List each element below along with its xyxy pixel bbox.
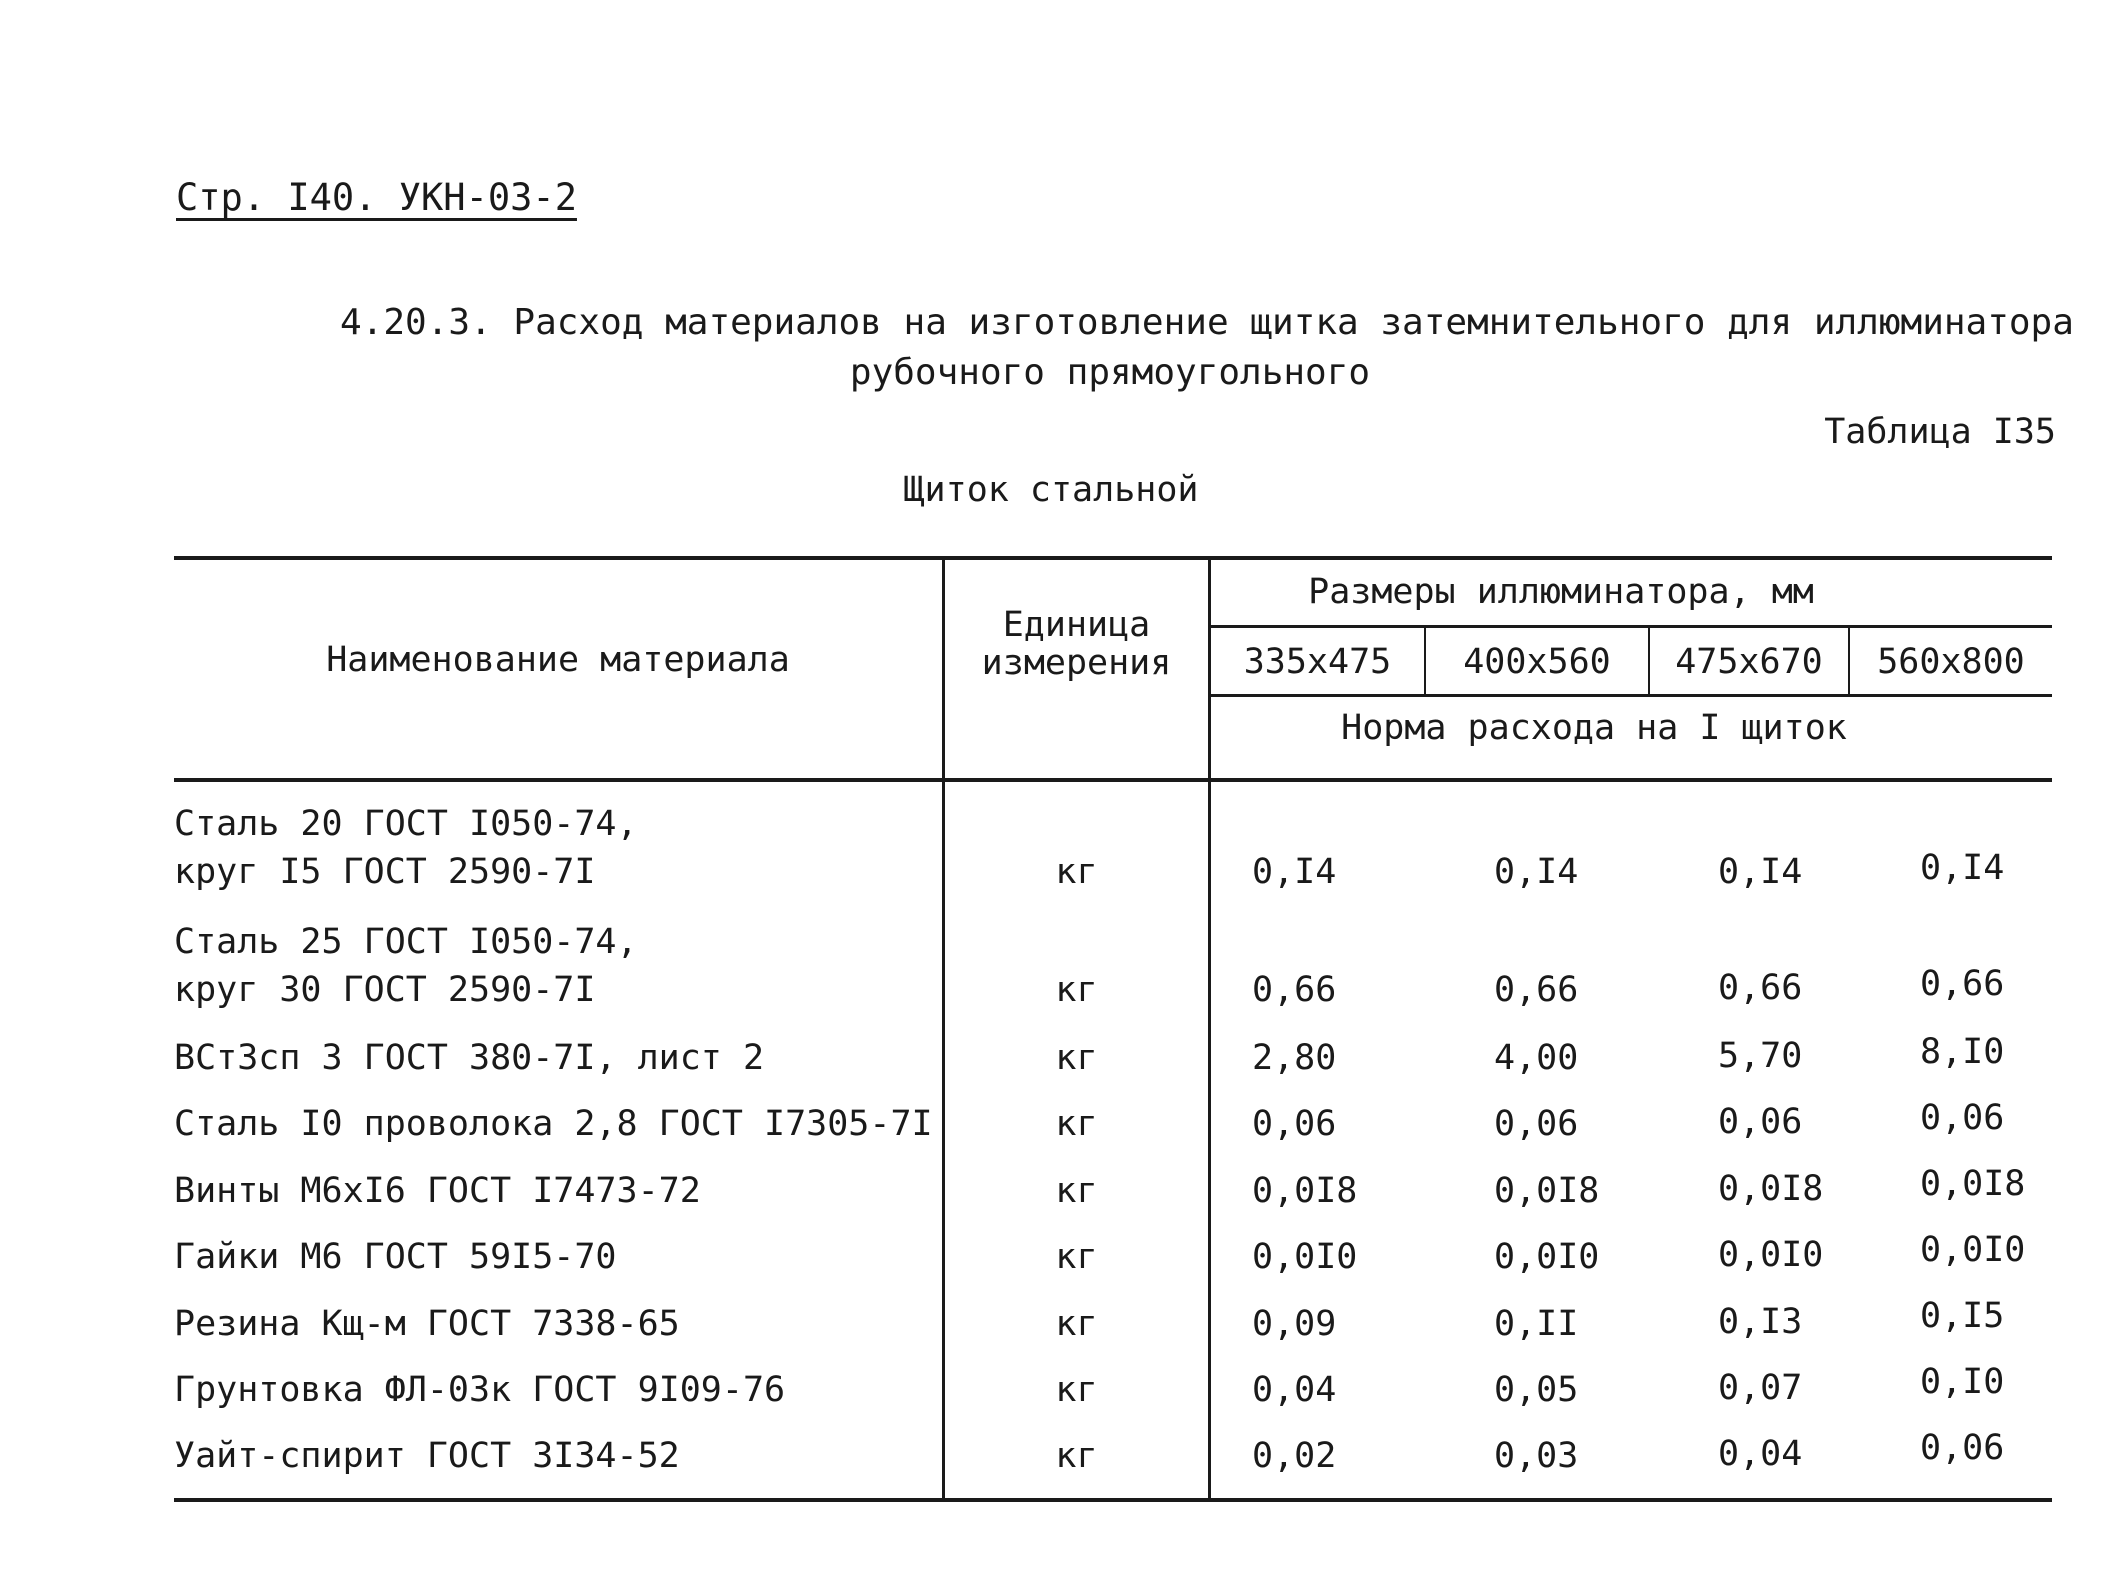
row-3-value-3: 5,70 — [1718, 1036, 1803, 1076]
table-bottom-rule — [174, 1498, 2052, 1502]
row-4-value-1: 0,06 — [1252, 1104, 1337, 1144]
header-unit — [945, 606, 1208, 682]
column-divider-values — [1208, 556, 1211, 1502]
row-7-value-1: 0,09 — [1252, 1304, 1337, 1344]
page-reference: Стр. I40. УКН-03-2 — [176, 176, 577, 219]
row-5-value-3: 0,0I8 — [1718, 1169, 1824, 1209]
row-8-value-2: 0,05 — [1494, 1370, 1579, 1410]
row-8-value-3: 0,07 — [1718, 1368, 1803, 1408]
row-2-name-line-1: Сталь 25 ГОСТ I050-74, — [174, 922, 638, 962]
row-8-unit: кг — [1055, 1370, 1098, 1410]
table-row-name — [174, 800, 638, 896]
row-1-value-3: 0,I4 — [1718, 852, 1803, 892]
row-9-value-4: 0,06 — [1920, 1428, 2005, 1468]
row-4-value-4: 0,06 — [1920, 1098, 2005, 1138]
row-5-value-1: 0,0I8 — [1252, 1171, 1358, 1211]
row-7-value-4: 0,I5 — [1920, 1296, 2005, 1336]
row-8-value-4: 0,I0 — [1920, 1362, 2005, 1402]
row-7-value-2: 0,II — [1494, 1304, 1579, 1344]
row-4-unit: кг — [1055, 1104, 1098, 1144]
row-6-value-2: 0,0I0 — [1494, 1237, 1600, 1277]
table-number: Таблица I35 — [1824, 412, 2056, 452]
section-title-line-1: 4.20.3. Расход материалов на изготовление щитка затемнительного для иллюминатора — [340, 302, 2074, 343]
row-1-value-4: 0,I4 — [1920, 848, 2005, 888]
row-8-name: Грунтовка ФЛ-03к ГОСТ 9I09-76 — [174, 1370, 786, 1410]
row-9-name: Уайт-спирит ГОСТ 3I34-52 — [174, 1436, 680, 1476]
header-size-1: 335х475 — [1243, 642, 1392, 682]
column-divider-unit — [942, 556, 945, 1502]
row-6-unit: кг — [1055, 1237, 1098, 1277]
row-7-value-3: 0,I3 — [1718, 1302, 1803, 1342]
row-9-value-1: 0,02 — [1252, 1436, 1337, 1476]
row-3-unit: кг — [1055, 1038, 1098, 1078]
header-material: Наименование материала — [326, 640, 790, 680]
sizes-caption-rule — [1210, 625, 2052, 628]
row-9-value-3: 0,04 — [1718, 1434, 1803, 1474]
row-3-value-4: 8,I0 — [1920, 1032, 2005, 1072]
section-title-line-2: рубочного прямоугольного — [849, 352, 1371, 393]
row-5-name: Винты М6хI6 ГОСТ I7473-72 — [174, 1171, 701, 1211]
table-row-name — [174, 918, 638, 1014]
row-1-value-2: 0,I4 — [1494, 852, 1579, 892]
row-6-value-3: 0,0I0 — [1718, 1235, 1824, 1275]
row-6-name: Гайки М6 ГОСТ 59I5-70 — [174, 1237, 617, 1277]
row-3-value-1: 2,80 — [1252, 1038, 1337, 1078]
row-5-value-4: 0,0I8 — [1920, 1164, 2026, 1204]
row-1-unit: кг — [1055, 852, 1098, 892]
row-1-value-1: 0,I4 — [1252, 852, 1337, 892]
materials-table — [174, 556, 2052, 1502]
row-1-name-line-1: Сталь 20 ГОСТ I050-74, — [174, 804, 638, 844]
row-4-value-3: 0,06 — [1718, 1102, 1803, 1142]
row-9-value-2: 0,03 — [1494, 1436, 1579, 1476]
header-size-4: 560х800 — [1877, 642, 2025, 682]
row-3-value-2: 4,00 — [1494, 1038, 1579, 1078]
row-6-value-4: 0,0I0 — [1920, 1230, 2026, 1270]
row-4-name: Сталь I0 проволока 2,8 ГОСТ I7305-7I — [174, 1104, 933, 1144]
header-norm-caption: Норма расхода на I щиток — [1341, 708, 1847, 748]
header-unit-line-1: Единица — [1002, 605, 1151, 645]
header-size-2: 400х560 — [1463, 642, 1611, 682]
sizes-rule — [1210, 694, 2052, 697]
row-3-name: ВСт3сп 3 ГОСТ 380-7I, лист 2 — [174, 1038, 765, 1078]
row-9-unit: кг — [1055, 1436, 1098, 1476]
section-title — [340, 298, 2074, 398]
row-1-name-line-2: круг I5 ГОСТ 2590-7I — [174, 852, 596, 892]
row-2-value-1: 0,66 — [1252, 970, 1337, 1010]
row-5-value-2: 0,0I8 — [1494, 1171, 1600, 1211]
row-7-name: Резина Кщ-м ГОСТ 7338-65 — [174, 1304, 680, 1344]
header-unit-line-2: измерения — [981, 643, 1172, 683]
row-2-value-4: 0,66 — [1920, 964, 2005, 1004]
header-bottom-rule — [174, 778, 2052, 782]
row-7-unit: кг — [1055, 1304, 1098, 1344]
row-2-value-3: 0,66 — [1718, 968, 1803, 1008]
row-6-value-1: 0,0I0 — [1252, 1237, 1358, 1277]
header-size-3: 475х670 — [1675, 642, 1823, 682]
row-2-unit: кг — [1055, 970, 1098, 1010]
table-subtitle: Щиток стальной — [903, 470, 1199, 510]
table-top-rule — [174, 556, 2052, 560]
row-8-value-1: 0,04 — [1252, 1370, 1337, 1410]
row-5-unit: кг — [1055, 1171, 1098, 1211]
row-2-value-2: 0,66 — [1494, 970, 1579, 1010]
row-4-value-2: 0,06 — [1494, 1104, 1579, 1144]
row-2-name-line-2: круг 30 ГОСТ 2590-7I — [174, 970, 596, 1010]
header-sizes-caption: Размеры иллюминатора, мм — [1308, 572, 1814, 612]
